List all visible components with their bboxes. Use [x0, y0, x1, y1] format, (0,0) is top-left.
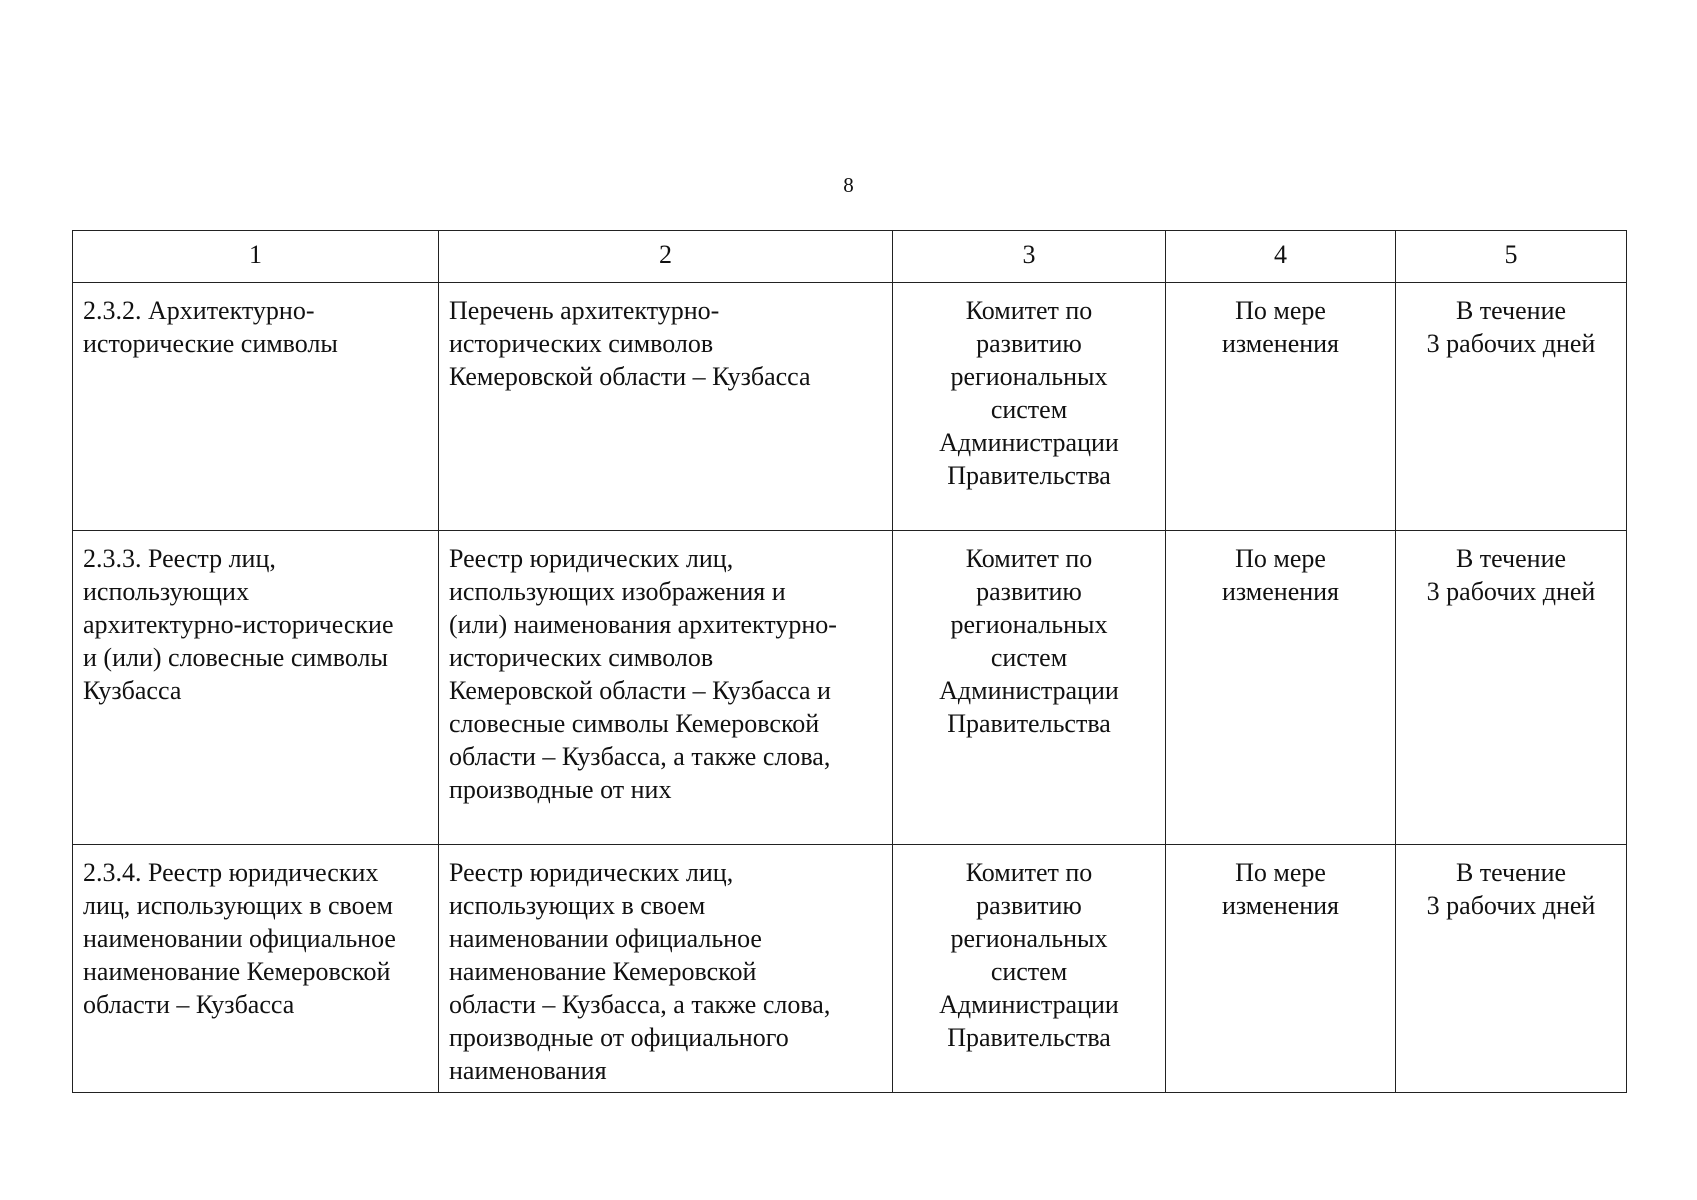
- item-name-text: 2.3.3. Реестр лиц, использующих архитектурно-исторические и (или) словесные символы Кузбасса: [83, 544, 394, 705]
- responsible-cell: [893, 845, 1166, 1093]
- header-cell-4: 4: [1166, 231, 1396, 283]
- deadline-text: В течение 3 рабочих дней: [1426, 544, 1596, 606]
- item-content-cell: [439, 845, 893, 1093]
- deadline-cell: [1396, 531, 1627, 845]
- item-name-text: 2.3.4. Реестр юридических лиц, использующих в своем наименовании официальное наименование Кемеровской области – Кузбасса: [83, 858, 396, 1019]
- frequency-text: По мере изменения: [1221, 296, 1340, 358]
- table-row: [73, 531, 1627, 845]
- frequency-cell: [1166, 845, 1396, 1093]
- item-content-text: Перечень архитектурно- исторических символов Кемеровской области – Кузбасса: [449, 296, 811, 391]
- item-content-cell: [439, 283, 893, 531]
- deadline-text: В течение 3 рабочих дней: [1426, 296, 1596, 358]
- responsible-cell: [893, 531, 1166, 845]
- item-name-cell: [73, 283, 439, 531]
- page-number: 8: [843, 173, 854, 197]
- table-row: [73, 845, 1627, 1093]
- frequency-cell: [1166, 531, 1396, 845]
- item-content-text: Реестр юридических лиц, использующих в своем наименовании официальное наименование Кемеровской области – Кузбасса, а также слова, производные от официального наименования: [449, 858, 831, 1085]
- item-name-cell: [73, 531, 439, 845]
- header-cell-3: 3: [893, 231, 1166, 283]
- document-table: [72, 230, 1627, 1093]
- item-content-text: Реестр юридических лиц, использующих изображения и (или) наименования архитектурно- исторических символов Кемеровской области – Кузбасса и словесные символы Кемеровской области – Кузбасса, а также слова, производные от них: [449, 544, 837, 804]
- responsible-text: Комитет по развитию региональных систем Администрации Правительства: [939, 858, 1119, 1052]
- item-name-cell: [73, 845, 439, 1093]
- responsible-cell: [893, 283, 1166, 531]
- deadline-cell: [1396, 845, 1627, 1093]
- header-cell-1: 1: [73, 231, 439, 283]
- responsible-text: Комитет по развитию региональных систем Администрации Правительства: [939, 296, 1119, 490]
- header-cell-5: 5: [1396, 231, 1627, 283]
- item-content-cell: [439, 531, 893, 845]
- frequency-text: По мере изменения: [1221, 544, 1340, 606]
- table-row: [73, 283, 1627, 531]
- deadline-cell: [1396, 283, 1627, 531]
- frequency-text: По мере изменения: [1221, 858, 1340, 920]
- header-cell-2: 2: [439, 231, 893, 283]
- table-header-row: [73, 231, 1627, 283]
- responsible-text: Комитет по развитию региональных систем Администрации Правительства: [939, 544, 1119, 738]
- frequency-cell: [1166, 283, 1396, 531]
- item-name-text: 2.3.2. Архитектурно- исторические символы: [83, 296, 338, 358]
- deadline-text: В течение 3 рабочих дней: [1426, 858, 1596, 920]
